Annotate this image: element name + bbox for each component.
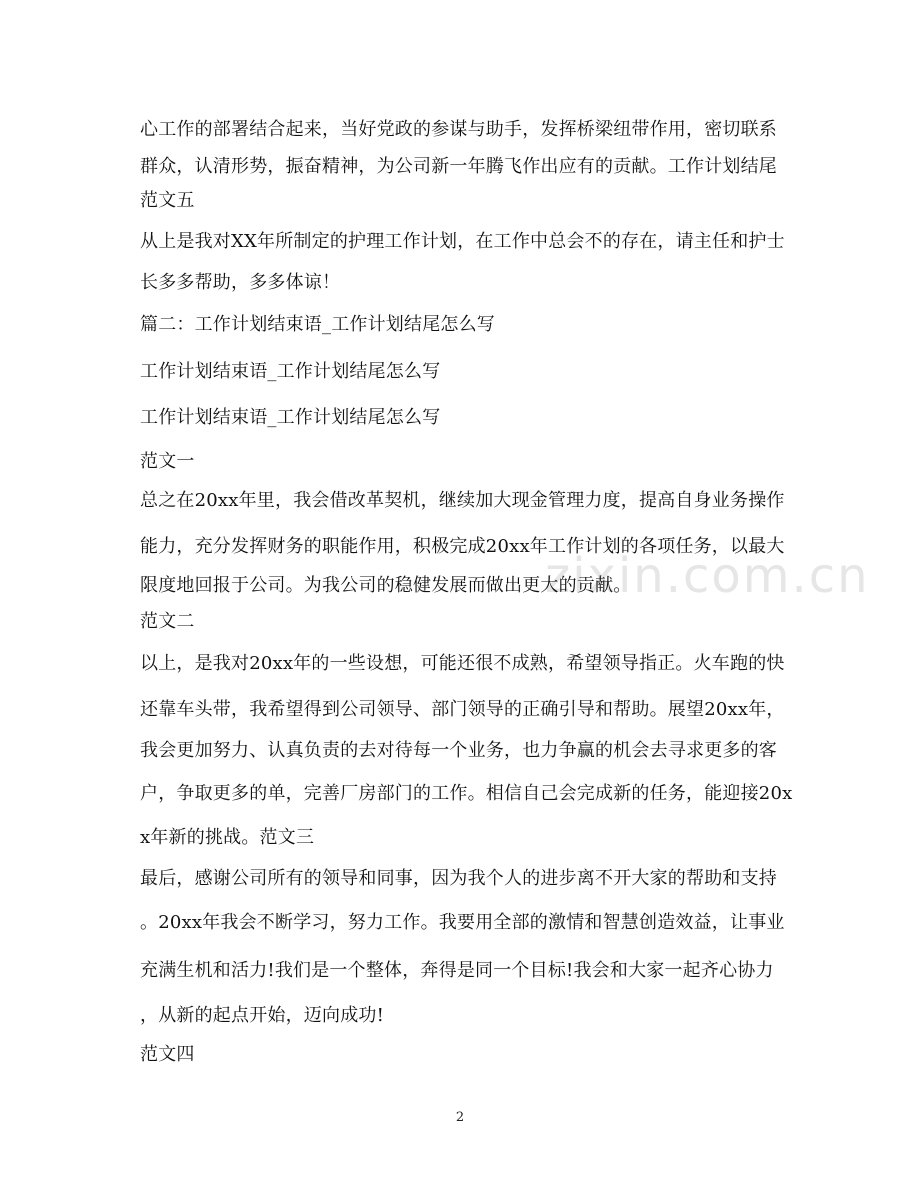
section-heading: 篇二：工作计划结束语_工作计划结尾怎么写 bbox=[140, 314, 495, 335]
text-line: 长多多帮助，多多体谅！ bbox=[140, 272, 341, 293]
text-line: 心工作的部署结合起来，当好党政的参谋与助手，发挥桥梁纽带作用，密切联系 bbox=[140, 119, 777, 140]
text-line: 户，争取更多的单，完善厂房部门的工作。相信自己会完成新的任务，能迎接20x bbox=[140, 783, 793, 804]
text-line: 群众，认清形势，振奋精神，为公司新一年腾飞作出应有的贡献。工作计划结尾 bbox=[140, 156, 777, 177]
text-line: 还靠车头带，我希望得到公司领导、部门领导的正确引导和帮助。展望20xx年， bbox=[140, 699, 785, 720]
text-line: 限度地回报于公司。为我公司的稳健发展而做出更大的贡献。 bbox=[140, 575, 632, 596]
text-line: 。20xx年我会不断学习，努力工作。我要用全部的激情和智慧创造效益，让事业 bbox=[140, 912, 785, 933]
text-line: 充满生机和活力!我们是一个整体，奔得是同一个目标!我会和大家一起齐心协力 bbox=[140, 960, 774, 981]
text-line: 能力，充分发挥财务的职能作用，积极完成20xx年工作计划的各项任务，以最大 bbox=[140, 536, 785, 557]
watermark: zixin.com.cn bbox=[545, 548, 870, 604]
section-heading: 范文五 bbox=[140, 190, 195, 211]
text-line: 总之在20xx年里，我会借改革契机，继续加大现金管理力度，提高自身业务操作 bbox=[140, 490, 785, 511]
text-line: 我会更加努力、认真负责的去对待每一个业务，也力争赢的机会去寻求更多的客 bbox=[140, 740, 777, 761]
page-number: 2 bbox=[455, 1110, 465, 1125]
text-line: 最后，感谢公司所有的领导和同事，因为我个人的进步离不开大家的帮助和支持 bbox=[140, 868, 777, 889]
section-heading: 范文一 bbox=[140, 451, 195, 472]
text-line: 工作计划结束语_工作计划结尾怎么写 bbox=[140, 407, 441, 428]
text-line: 工作计划结束语_工作计划结尾怎么写 bbox=[140, 361, 441, 382]
section-heading: 范文四 bbox=[140, 1044, 195, 1065]
text-line: 以上，是我对20xx年的一些设想，可能还很不成熟，希望领导指正。火车跑的快 bbox=[140, 653, 785, 674]
text-line: x年新的挑战。范文三 bbox=[140, 827, 315, 848]
text-line: 从上是我对XX年所制定的护理工作计划，在工作中总会不的存在，请主任和护士 bbox=[140, 231, 785, 252]
text-line: ，从新的起点开始，迈向成功! bbox=[140, 1005, 385, 1026]
section-heading: 范文二 bbox=[140, 611, 195, 632]
